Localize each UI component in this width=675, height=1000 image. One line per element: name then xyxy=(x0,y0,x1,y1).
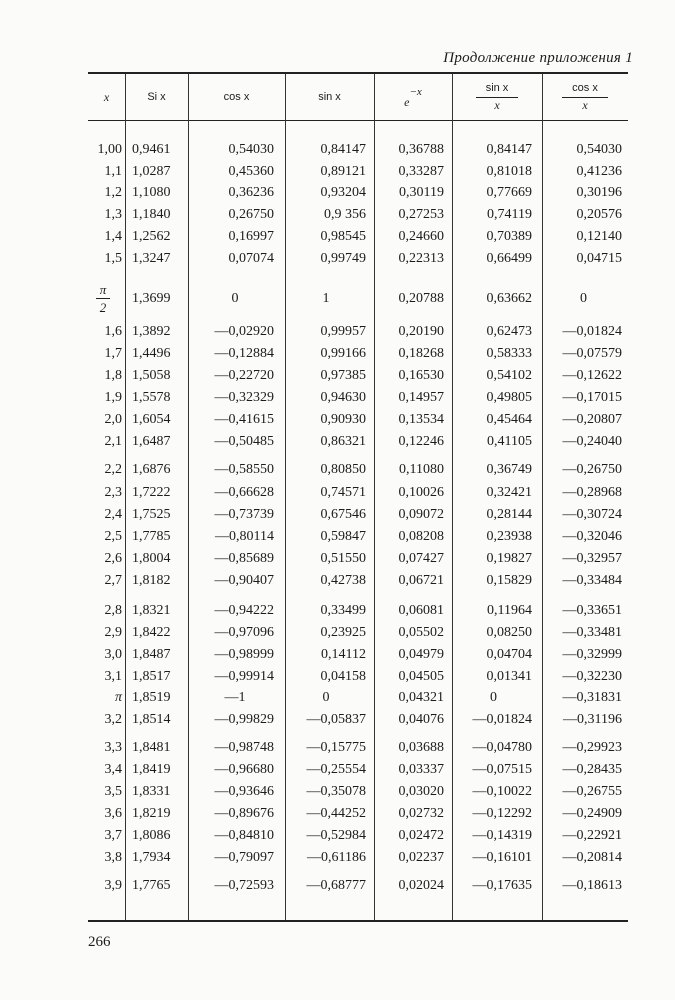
table-cell: 0,03688 xyxy=(398,740,444,755)
table-cell: 0 xyxy=(490,690,497,705)
table-cell: 0,20576 xyxy=(576,207,622,222)
table-cell: 1,2 xyxy=(104,185,122,200)
table-cell: 1,8419 xyxy=(132,762,171,777)
header-exp-power: −x xyxy=(409,86,422,98)
table-cell: 1,9 xyxy=(104,390,122,405)
table-cell: 0 xyxy=(580,291,587,306)
table-cell: 0,84147 xyxy=(320,142,366,157)
table-cell: 0,45360 xyxy=(228,164,274,179)
table-cell: 0,04505 xyxy=(398,669,444,684)
table-cell: 0,97385 xyxy=(320,368,366,383)
table-cell: 1,6 xyxy=(104,324,122,339)
table-cell: —0,25554 xyxy=(306,762,366,777)
table-cell: —0,33484 xyxy=(562,573,622,588)
table-cell: 0,99749 xyxy=(320,251,366,266)
table-cell: 0,98545 xyxy=(320,229,366,244)
header-exp xyxy=(374,74,452,120)
table-cell: 0,08250 xyxy=(486,625,532,640)
table-cell: 1,5058 xyxy=(132,368,171,383)
table-cell: —0,17015 xyxy=(562,390,622,405)
table-cell: —0,97096 xyxy=(214,625,274,640)
header-cosx-denominator: x xyxy=(582,98,588,112)
table-cell: —0,04780 xyxy=(472,740,532,755)
table-cell: —0,61186 xyxy=(307,850,366,865)
table-cell: 3,1 xyxy=(104,669,122,684)
header-cos-label: cos x xyxy=(223,91,250,103)
table-cell: —0,32957 xyxy=(562,551,622,566)
table-cell: 1,2562 xyxy=(132,229,171,244)
table-cell: —0,26750 xyxy=(562,462,622,477)
table-cell: 0,36788 xyxy=(398,142,444,157)
page-number: 266 xyxy=(88,934,111,950)
table-cell: 2,9 xyxy=(104,625,122,640)
table-cell: 1,8086 xyxy=(132,828,171,843)
table-cell: —0,24909 xyxy=(562,806,622,821)
table-cell: —0,66628 xyxy=(214,485,274,500)
table-cell: 0,02237 xyxy=(398,850,444,865)
table-cell: —0,22921 xyxy=(562,828,622,843)
table-cell: —0,85689 xyxy=(214,551,274,566)
table-cell: 0,02024 xyxy=(398,878,444,893)
table-cell: 0,01341 xyxy=(486,669,532,684)
table-cell: —0,12292 xyxy=(472,806,532,821)
table-cell: 0,09072 xyxy=(398,507,444,522)
table-cell: 0,04076 xyxy=(398,712,444,727)
table-cell: 0,24660 xyxy=(398,229,444,244)
table-cell: 0,32421 xyxy=(486,485,532,500)
header-sinx-over-x xyxy=(452,74,542,120)
table-cell: —0,18613 xyxy=(562,878,622,893)
table-caption: Продолжение приложения 1 xyxy=(443,50,633,66)
column-divider xyxy=(452,74,453,920)
header-sin xyxy=(285,74,374,120)
table-cell: 0,89121 xyxy=(320,164,366,179)
table-cell: 0,04321 xyxy=(398,690,444,705)
table-cell: 3,7 xyxy=(104,828,122,843)
table-cell: 0,23925 xyxy=(320,625,366,640)
table-cell: 1,7785 xyxy=(132,529,171,544)
table-cell: 0,26750 xyxy=(228,207,274,222)
table-cell: 0,54030 xyxy=(228,142,274,157)
header-sinx-numerator: sin x xyxy=(476,81,519,98)
table-cell: 1,8487 xyxy=(132,647,171,662)
table-cell: 0,59847 xyxy=(320,529,366,544)
pi-half-label xyxy=(88,281,118,316)
table-cell: 0,84147 xyxy=(486,142,532,157)
table-cell: 0,74119 xyxy=(487,207,532,222)
table-cell: —0,20807 xyxy=(562,412,622,427)
table-cell: —0,24040 xyxy=(562,434,622,449)
table-cell: —0,79097 xyxy=(214,850,274,865)
table-cell: —0,32230 xyxy=(562,669,622,684)
table-cell: 0,04158 xyxy=(320,669,366,684)
table-cell: 2,7 xyxy=(104,573,122,588)
table-cell: —0,52984 xyxy=(306,828,366,843)
table-cell: —0,20814 xyxy=(562,850,622,865)
table-cell: 0,66499 xyxy=(486,251,532,266)
table-cell: 0,11080 xyxy=(399,462,444,477)
table-cell: 1,7934 xyxy=(132,850,171,865)
table-cell: —0,12884 xyxy=(214,346,274,361)
table-cell: 3,3 xyxy=(104,740,122,755)
table-cell: —0,28435 xyxy=(562,762,622,777)
table-cell: 3,9 xyxy=(104,878,122,893)
table-cell: 0,9461 xyxy=(132,142,171,157)
header-exp-base: e xyxy=(404,95,410,109)
table-cell: 3,5 xyxy=(104,784,122,799)
table-cell: —0,99914 xyxy=(214,669,274,684)
column-divider xyxy=(542,74,543,920)
table-cell: —0,29923 xyxy=(562,740,622,755)
table-cell: 1,0287 xyxy=(132,164,171,179)
table-cell: 2,3 xyxy=(104,485,122,500)
table-cell: 1,8422 xyxy=(132,625,171,640)
header-cosx-over-x xyxy=(542,74,628,120)
table-cell: 0,04704 xyxy=(486,647,532,662)
table-cell: —0,10022 xyxy=(472,784,532,799)
table-cell: 1,00 xyxy=(97,142,122,157)
table-cell: π xyxy=(114,690,122,705)
table-cell: 0,28144 xyxy=(486,507,532,522)
table-cell: 0 xyxy=(231,291,239,306)
table-cell: 0,99166 xyxy=(320,346,366,361)
table-cell: 0,10026 xyxy=(398,485,444,500)
bottom-rule xyxy=(88,920,628,922)
pi-half-denominator: 2 xyxy=(99,300,107,315)
table-cell: 1,1080 xyxy=(132,185,171,200)
table-cell: —0,01824 xyxy=(562,324,622,339)
table-cell: —0,32046 xyxy=(562,529,622,544)
table-cell: 1,8514 xyxy=(132,712,171,727)
table-cell: 0,42738 xyxy=(320,573,366,588)
table-cell: 0,45464 xyxy=(486,412,532,427)
table-cell: 1,7222 xyxy=(132,485,171,500)
table-cell: —0,05837 xyxy=(306,712,366,727)
table-cell: 1,7765 xyxy=(132,878,171,893)
header-sinx-denominator: x xyxy=(494,98,500,112)
table-cell: 0,18268 xyxy=(398,346,444,361)
table-cell: 3,2 xyxy=(104,712,122,727)
table-cell: —0,12622 xyxy=(562,368,622,383)
table-cell: —0,93646 xyxy=(214,784,274,799)
table-cell: —0,68777 xyxy=(306,878,366,893)
table-cell: 0,62473 xyxy=(486,324,532,339)
table-cell: 1,1840 xyxy=(132,207,171,222)
table-cell: 1,3892 xyxy=(132,324,171,339)
table-cell: —0,35078 xyxy=(306,784,366,799)
table-cell: 0,63662 xyxy=(486,291,532,306)
table-cell: 0,02732 xyxy=(398,806,444,821)
table-cell: 0,54030 xyxy=(576,142,622,157)
table-cell: 0,27253 xyxy=(398,207,444,222)
table-cell: —0,14319 xyxy=(472,828,532,843)
table-cell: —0,90407 xyxy=(214,573,274,588)
table-cell: 0,67546 xyxy=(320,507,366,522)
table-cell: 1,4496 xyxy=(132,346,171,361)
table-cell: 0,49805 xyxy=(486,390,532,405)
table-cell: 0 xyxy=(322,690,330,705)
table-cell: 0,77669 xyxy=(486,185,532,200)
table-cell: —0,26755 xyxy=(562,784,622,799)
table-cell: 0,30196 xyxy=(576,185,622,200)
header-cosx-numerator: cos x xyxy=(562,81,608,98)
table-cell: —0,32999 xyxy=(562,647,622,662)
table-cell: 0,9 356 xyxy=(324,207,366,222)
table-cell: 0,94630 xyxy=(320,390,366,405)
header-si xyxy=(125,74,188,120)
table-cell: 0,07074 xyxy=(228,251,274,266)
table-cell: 1,8331 xyxy=(132,784,171,799)
table-cell: 0,13534 xyxy=(398,412,444,427)
table-cell: 2,2 xyxy=(104,462,122,477)
table-cell: 0,86321 xyxy=(320,434,366,449)
table-cell: —0,96680 xyxy=(214,762,274,777)
table-cell: 0,99957 xyxy=(320,324,366,339)
table-cell: —0,31196 xyxy=(563,712,622,727)
table-cell: —0,80114 xyxy=(215,529,274,544)
table-cell: —0,07515 xyxy=(472,762,532,777)
table-cell: 0,04979 xyxy=(398,647,444,662)
table-cell: 0,16997 xyxy=(228,229,274,244)
table-cell: 0,11964 xyxy=(487,603,532,618)
column-divider xyxy=(125,74,126,920)
table-cell: —0,58550 xyxy=(214,462,274,477)
table-cell: 0,33287 xyxy=(398,164,444,179)
table-cell: 0,06081 xyxy=(398,603,444,618)
table-cell: —0,44252 xyxy=(306,806,366,821)
table-cell: 1,7 xyxy=(104,346,122,361)
table-cell: —0,32329 xyxy=(214,390,274,405)
table-cell: 0,93204 xyxy=(320,185,366,200)
table-cell: 1,5 xyxy=(104,251,122,266)
table-cell: 3,8 xyxy=(104,850,122,865)
table-cell: 0,20190 xyxy=(398,324,444,339)
column-divider xyxy=(374,74,375,920)
table-cell: 0,03020 xyxy=(398,784,444,799)
table-cell: 3,6 xyxy=(104,806,122,821)
table-cell: —0,02920 xyxy=(214,324,274,339)
table-cell: 1,3 xyxy=(104,207,122,222)
table-cell: —1 xyxy=(224,690,246,705)
table-cell: 1,4 xyxy=(104,229,122,244)
table-cell: 1,8517 xyxy=(132,669,171,684)
table-cell: 0,22313 xyxy=(398,251,444,266)
table-cell: 1,6054 xyxy=(132,412,171,427)
table-cell: 3,4 xyxy=(104,762,122,777)
header-sin-label: sin x xyxy=(318,91,341,103)
table-cell: 2,1 xyxy=(104,434,122,449)
table-cell: 0,36749 xyxy=(486,462,532,477)
table-cell: —0,73739 xyxy=(214,507,274,522)
table-cell: —0,15775 xyxy=(306,740,366,755)
table-cell: —0,07579 xyxy=(562,346,622,361)
table-cell: 0,02472 xyxy=(398,828,444,843)
table-cell: 1,8321 xyxy=(132,603,171,618)
table-cell: 0,05502 xyxy=(398,625,444,640)
table-cell: 1 xyxy=(322,291,330,306)
table-cell: 0,14957 xyxy=(398,390,444,405)
table-cell: —0,41615 xyxy=(214,412,274,427)
table-cell: 1,7525 xyxy=(132,507,171,522)
table-cell: 0,03337 xyxy=(398,762,444,777)
table-cell: 1,5578 xyxy=(132,390,171,405)
table-cell: 1,8219 xyxy=(132,806,171,821)
table-cell: 1,1 xyxy=(104,164,122,179)
table-cell: —0,33481 xyxy=(562,625,622,640)
table-cell: 3,0 xyxy=(104,647,122,662)
table-cell: 0,54102 xyxy=(486,368,532,383)
table-cell: —0,30724 xyxy=(562,507,622,522)
table-cell: 0,41105 xyxy=(487,434,532,449)
table-cell: 0,58333 xyxy=(486,346,532,361)
table-cell: 2,4 xyxy=(104,507,122,522)
table-cell: 0,12246 xyxy=(398,434,444,449)
table-cell: 0,12140 xyxy=(576,229,622,244)
pi-half-numerator: π xyxy=(96,281,111,299)
table-cell: —0,17635 xyxy=(472,878,532,893)
table-cell: —0,33651 xyxy=(562,603,622,618)
table-cell: 0,08208 xyxy=(398,529,444,544)
table-cell: 0,70389 xyxy=(486,229,532,244)
table-cell: 0,33499 xyxy=(320,603,366,618)
table-cell: 0,81018 xyxy=(486,164,532,179)
table-cell: 1,8 xyxy=(104,368,122,383)
table-cell: —0,31831 xyxy=(562,690,622,705)
header-x-label: x xyxy=(103,89,110,104)
table-cell: 0,30119 xyxy=(399,185,444,200)
table-cell: 0,36236 xyxy=(228,185,274,200)
table-cell: —0,98999 xyxy=(214,647,274,662)
table-cell: 0,51550 xyxy=(320,551,366,566)
table-cell: 0,04715 xyxy=(576,251,622,266)
table-cell: 0,74571 xyxy=(320,485,366,500)
table-cell: —0,16101 xyxy=(472,850,532,865)
table-cell: 0,20788 xyxy=(398,291,444,306)
table-cell: 0,06721 xyxy=(398,573,444,588)
table-cell: 1,8182 xyxy=(132,573,171,588)
table-cell: —0,72593 xyxy=(214,878,274,893)
table-cell: 1,8519 xyxy=(132,690,171,705)
table-cell: 1,8481 xyxy=(132,740,171,755)
table-cell: —0,50485 xyxy=(214,434,274,449)
table-cell: 0,19827 xyxy=(486,551,532,566)
header-rule xyxy=(88,120,628,121)
table-cell: 1,6487 xyxy=(132,434,171,449)
table-cell: 2,6 xyxy=(104,551,122,566)
table-cell: —0,01824 xyxy=(472,712,532,727)
table-cell: 0,90930 xyxy=(320,412,366,427)
header-x xyxy=(88,74,125,120)
table-cell: 0,14112 xyxy=(321,647,366,662)
table-cell: 0,80850 xyxy=(320,462,366,477)
header-cos xyxy=(188,74,285,120)
table-cell: —0,89676 xyxy=(214,806,274,821)
table-cell: 1,8004 xyxy=(132,551,171,566)
table-cell: 2,5 xyxy=(104,529,122,544)
table-cell: —0,22720 xyxy=(214,368,274,383)
table-cell: 1,3699 xyxy=(132,291,171,306)
table-cell: 0,23938 xyxy=(486,529,532,544)
table-cell: 2,0 xyxy=(104,412,122,427)
table-cell: —0,84810 xyxy=(214,828,274,843)
header-si-label: Si x xyxy=(147,91,166,103)
table-cell: —0,99829 xyxy=(214,712,274,727)
table-cell: 0,07427 xyxy=(398,551,444,566)
table-cell: 1,3247 xyxy=(132,251,171,266)
table-cell: 0,15829 xyxy=(486,573,532,588)
table-cell: 1,6876 xyxy=(132,462,171,477)
table-cell: 0,41236 xyxy=(576,164,622,179)
table-cell: 2,8 xyxy=(104,603,122,618)
table-cell: —0,28968 xyxy=(562,485,622,500)
table-cell: —0,98748 xyxy=(214,740,274,755)
table-cell: —0,94222 xyxy=(214,603,274,618)
table-cell: 0,16530 xyxy=(398,368,444,383)
